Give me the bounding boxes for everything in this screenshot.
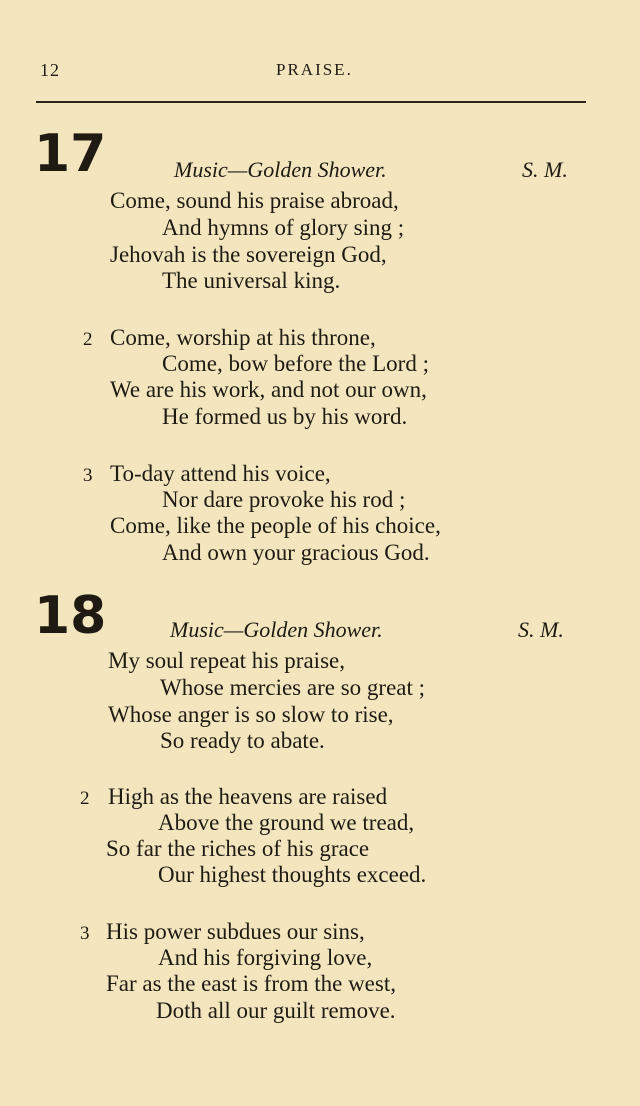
verse-line: Come, sound his praise abroad, [110, 188, 399, 213]
hymn-number: 17 [34, 124, 107, 184]
verse-line: Whose mercies are so great ; [160, 675, 426, 700]
verse-line: Jehovah is the sovereign God, [110, 242, 387, 267]
verse-line: He formed us by his word. [162, 404, 408, 429]
page-section-title: PRAISE. [276, 60, 353, 79]
page-number: 12 [40, 60, 60, 80]
verse-line: The universal king. [162, 268, 341, 293]
verse-number: 3 [83, 465, 93, 486]
header-rule [36, 101, 586, 103]
verse-number: 3 [80, 923, 90, 944]
verse-line: Doth all our guilt remove. [156, 998, 396, 1023]
verse-line: And own your gracious God. [162, 540, 430, 565]
verse-line: We are his work, and not our own, [110, 377, 427, 402]
verse-line: Far as the east is from the west, [106, 971, 396, 996]
verse-line: Come, worship at his throne, [110, 325, 376, 350]
verse-line: Above the ground we tread, [158, 810, 415, 835]
verse-line: Nor dare provoke his rod ; [162, 487, 406, 512]
verse-number: 2 [83, 329, 93, 350]
verse-line: High as the heavens are raised [108, 784, 388, 809]
hymn-number: 18 [34, 586, 107, 646]
verse-number: 2 [80, 788, 90, 809]
verse-line: Our highest thoughts exceed. [158, 862, 427, 887]
verse-line: So far the riches of his grace [106, 836, 370, 861]
hymn-meter: S. M. [518, 617, 564, 642]
verse-line: So ready to abate. [160, 728, 325, 753]
hymn-meter: S. M. [522, 157, 568, 182]
verse-line: To-day attend his voice, [110, 461, 331, 486]
hymn-music: Music—Golden Shower. [170, 617, 383, 642]
verse-line: And his forgiving love, [158, 945, 373, 970]
verse-line: And hymns of glory sing ; [162, 215, 405, 240]
verse-line: His power subdues our sins, [106, 919, 365, 944]
verse-line: Whose anger is so slow to rise, [108, 702, 394, 727]
verse-line: Come, bow before the Lord ; [162, 351, 429, 376]
verse-line: My soul repeat his praise, [108, 648, 345, 673]
hymn-music: Music—Golden Shower. [174, 157, 387, 182]
verse-line: Come, like the people of his choice, [110, 513, 441, 538]
